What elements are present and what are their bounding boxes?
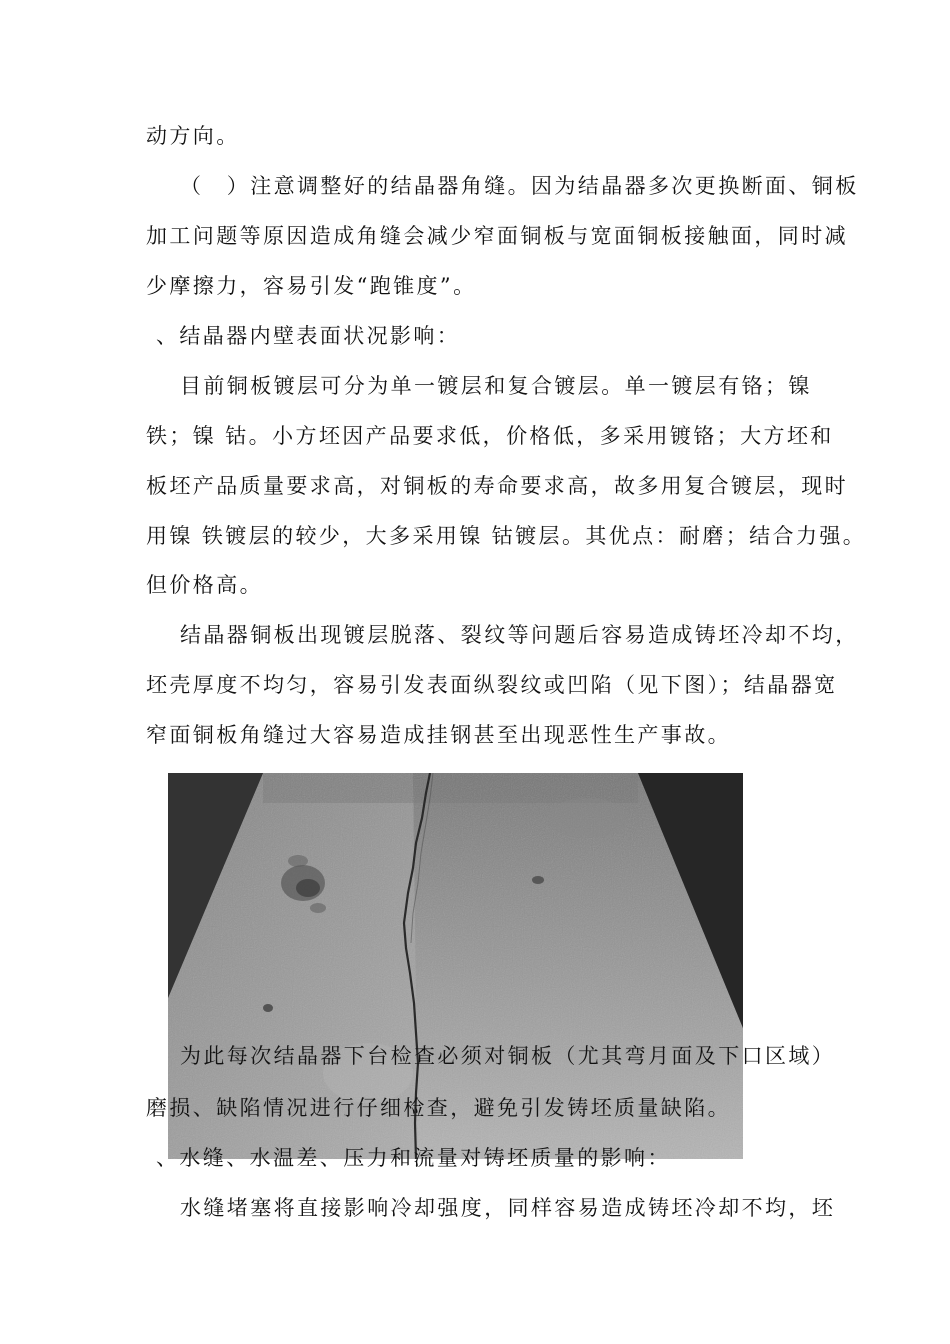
text-line: 但价格高。 <box>146 573 263 597</box>
text-line: 铁；镍 钴。小方坯因产品要求低，价格低，多采用镀铬；大方坯和 <box>146 424 834 448</box>
text-line: 加工问题等原因造成角缝会减少窄面铜板与宽面铜板接触面，同时减 <box>146 224 848 248</box>
text-line: 动方向。 <box>146 124 240 148</box>
text-line: 板坯产品质量要求高，对铜板的寿命要求高，故多用复合镀层，现时 <box>146 474 848 498</box>
text-line: 结晶器铜板出现镀层脱落、裂纹等问题后容易造成铸坯冷却不均， <box>180 623 859 647</box>
text-line: 为此每次结晶器下台检查必须对铜板（尤其弯月面及下口区域） <box>180 1044 836 1068</box>
text-line: 用镍 铁镀层的较少，大多采用镍 钴镀层。其优点：耐磨；结合力强。 <box>146 524 867 548</box>
text-line: 窄面铜板角缝过大容易造成挂钢甚至出现恶性生产事故。 <box>146 723 731 747</box>
text-line: 磨损、缺陷情况进行仔细检查，避免引发铸坯质量缺陷。 <box>146 1096 731 1120</box>
text-line: 水缝堵塞将直接影响冷却强度，同样容易造成铸坯冷却不均，坯 <box>180 1196 836 1220</box>
text-line: 少摩擦力，容易引发“跑锥度”。 <box>146 274 477 298</box>
section-heading: 、水缝、水温差、压力和流量对铸坯质量的影响： <box>156 1146 671 1170</box>
text-line: 坯壳厚度不均匀，容易引发表面纵裂纹或凹陷（见下图）；结晶器宽 <box>146 673 838 697</box>
text-line: 目前铜板镀层可分为单一镀层和复合镀层。单一镀层有铬；镍 <box>180 374 812 398</box>
text-line: （ ）注意调整好的结晶器角缝。因为结晶器多次更换断面、铜板 <box>180 174 859 198</box>
section-heading: 、结晶器内壁表面状况影响： <box>156 324 461 348</box>
